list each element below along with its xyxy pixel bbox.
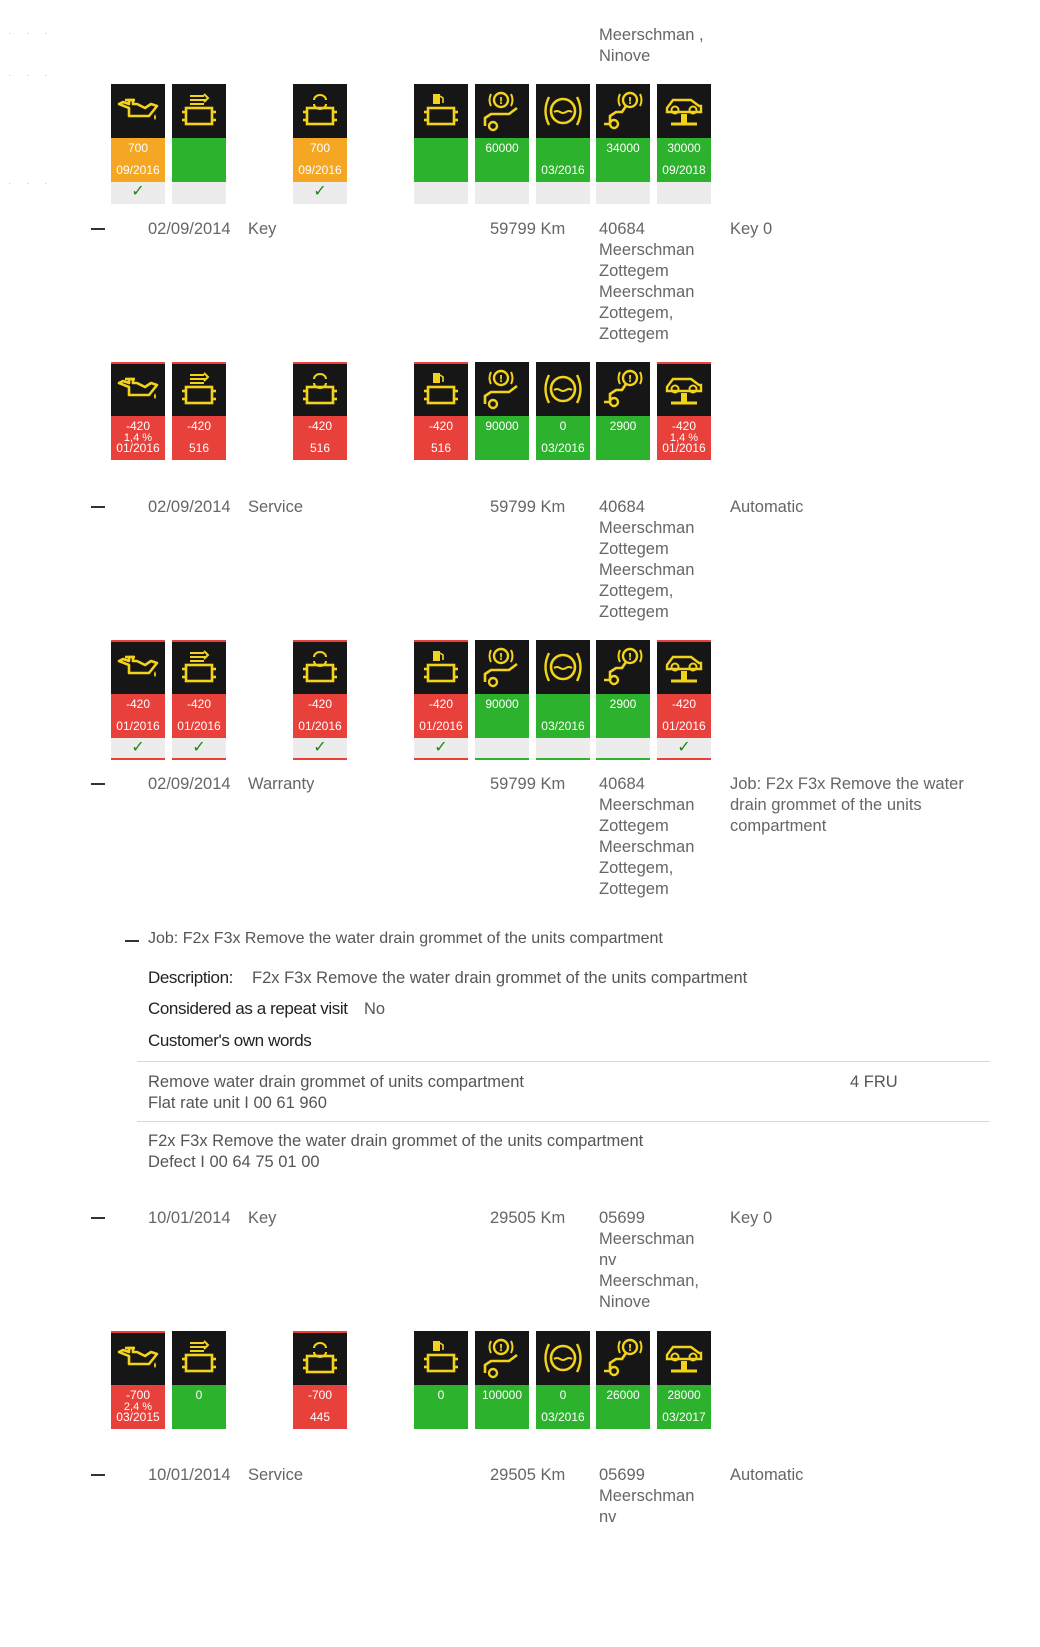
vehicle-check-icon bbox=[657, 84, 711, 138]
service-tile bbox=[111, 362, 165, 460]
entry-km: 29505 Km bbox=[490, 1209, 566, 1227]
tile-value-v1: -700 bbox=[307, 1388, 333, 1402]
tile-value-v3: 516 bbox=[430, 441, 452, 455]
tile-value bbox=[536, 1385, 590, 1429]
tile-value-v1: -420 bbox=[186, 697, 212, 711]
tile-value bbox=[536, 138, 590, 182]
air-filter-icon bbox=[172, 84, 226, 138]
tile-value-v3: 516 bbox=[188, 441, 210, 455]
brake-fluid-icon bbox=[536, 362, 590, 416]
vehicle-check-icon bbox=[657, 362, 711, 416]
service-tile bbox=[536, 640, 590, 760]
tile-value-v3: 01/2016 bbox=[662, 719, 706, 733]
svg-text:!: ! bbox=[627, 96, 633, 107]
check-icon: ✓ bbox=[111, 182, 165, 204]
check-icon: ✓ bbox=[172, 738, 226, 760]
tile-value bbox=[414, 416, 468, 460]
service-tile bbox=[596, 640, 650, 760]
tile-value-v3: 01/2016 bbox=[298, 719, 342, 733]
tile-value-v1: -420 bbox=[125, 697, 151, 711]
oil-icon bbox=[111, 362, 165, 416]
service-tile bbox=[111, 84, 165, 204]
tile-value bbox=[293, 694, 347, 738]
tile-value-v2: 1,4 % bbox=[123, 432, 153, 444]
service-tile bbox=[111, 1331, 165, 1429]
tile-value-v3: 03/2016 bbox=[541, 163, 585, 177]
entry-date: 02/09/2014 bbox=[148, 775, 231, 793]
tile-value-v1: -420 bbox=[125, 419, 151, 433]
tile-value-v1: 700 bbox=[127, 141, 149, 155]
service-tile bbox=[475, 640, 529, 760]
service-tile bbox=[293, 362, 347, 460]
service-tile bbox=[414, 84, 468, 204]
tile-value-v1: -700 bbox=[125, 1388, 151, 1402]
rear-brake-icon bbox=[596, 640, 650, 694]
tile-value-v1: 0 bbox=[437, 1388, 445, 1402]
tile-value-v1: 60000 bbox=[485, 141, 519, 155]
job-item-line2: Defect I 00 64 75 01 00 bbox=[148, 1153, 320, 1171]
air-filter-icon bbox=[172, 1331, 226, 1385]
brake-fluid-icon bbox=[536, 640, 590, 694]
air-filter-icon bbox=[172, 362, 226, 416]
svg-text:!: ! bbox=[498, 96, 504, 107]
service-tile bbox=[475, 1331, 529, 1429]
description-label: Description: bbox=[148, 968, 233, 987]
entry-info: Key 0 bbox=[730, 220, 773, 238]
oil-icon bbox=[111, 640, 165, 694]
service-tile bbox=[414, 640, 468, 760]
tile-footer bbox=[536, 182, 590, 204]
tile-value bbox=[172, 138, 226, 182]
tile-value-v1: 30000 bbox=[667, 141, 701, 155]
tile-value bbox=[536, 694, 590, 738]
service-tile bbox=[536, 362, 590, 460]
service-tile bbox=[293, 84, 347, 204]
tile-value bbox=[596, 416, 650, 460]
repeat-visit-value: No bbox=[364, 1000, 386, 1018]
repeat-visit-label: Considered as a repeat visit bbox=[148, 999, 348, 1018]
svg-text:!: ! bbox=[498, 1343, 504, 1354]
svg-text:!: ! bbox=[627, 374, 633, 385]
tile-value bbox=[111, 694, 165, 738]
entry-date: 02/09/2014 bbox=[148, 498, 231, 516]
tile-value-v3: 01/2016 bbox=[116, 719, 160, 733]
tile-value bbox=[657, 416, 711, 460]
rear-brake-icon bbox=[596, 362, 650, 416]
front-brake-icon bbox=[475, 84, 529, 138]
microfilter-icon bbox=[293, 1331, 347, 1385]
fuel-filter-icon bbox=[414, 84, 468, 138]
tile-footer bbox=[596, 738, 650, 760]
microfilter-icon bbox=[293, 362, 347, 416]
tile-value-v1: -420 bbox=[186, 419, 212, 433]
collapse-toggle[interactable] bbox=[91, 1217, 105, 1219]
service-tile bbox=[596, 84, 650, 204]
description-value: F2x F3x Remove the water drain grommet of the units compartment bbox=[252, 969, 748, 987]
rear-brake-icon bbox=[596, 1331, 650, 1385]
entry-info: Job: F2x F3x Remove the water drain grommet of the units compartment bbox=[730, 775, 964, 835]
tile-value bbox=[596, 1385, 650, 1429]
service-tile bbox=[172, 362, 226, 460]
service-tile bbox=[657, 1331, 711, 1429]
check-icon: ✓ bbox=[293, 738, 347, 760]
collapse-toggle[interactable] bbox=[91, 783, 105, 785]
top-location: Meerschman , Ninove bbox=[599, 26, 704, 65]
brake-fluid-icon bbox=[536, 1331, 590, 1385]
tile-value bbox=[475, 694, 529, 738]
entry-info: Key 0 bbox=[730, 1209, 773, 1227]
tile-value-v3: 09/2016 bbox=[116, 163, 160, 177]
tile-value-v1: 2900 bbox=[609, 419, 637, 433]
tile-value bbox=[475, 416, 529, 460]
tile-value bbox=[111, 416, 165, 460]
tile-value-v1: -420 bbox=[671, 697, 697, 711]
tile-value-v1: -420 bbox=[307, 419, 333, 433]
entry-type: Warranty bbox=[248, 775, 315, 793]
tile-value-v2: 1,4 % bbox=[669, 432, 699, 444]
tile-value-v3: 03/2016 bbox=[541, 719, 585, 733]
tile-value-v1: 90000 bbox=[485, 419, 519, 433]
oil-icon bbox=[111, 84, 165, 138]
tile-value-v3: 03/2016 bbox=[541, 1410, 585, 1424]
service-tile bbox=[414, 362, 468, 460]
fuel-filter-icon bbox=[414, 1331, 468, 1385]
tile-value-v3: 01/2016 bbox=[419, 719, 463, 733]
tile-value-v3: 03/2017 bbox=[662, 1410, 706, 1424]
tile-value-v1: 28000 bbox=[667, 1388, 701, 1402]
oil-icon bbox=[111, 1331, 165, 1385]
tile-value-v1: 34000 bbox=[606, 141, 640, 155]
tile-value-v3: 01/2016 bbox=[177, 719, 221, 733]
check-icon: ✓ bbox=[657, 738, 711, 760]
microfilter-icon bbox=[293, 640, 347, 694]
tile-value bbox=[293, 416, 347, 460]
customer-words-label: Customer's own words bbox=[148, 1031, 312, 1050]
vehicle-check-icon bbox=[657, 1331, 711, 1385]
tile-value-v1: 0 bbox=[559, 1388, 567, 1402]
tile-value bbox=[414, 1385, 468, 1429]
tile-value-v1: -420 bbox=[428, 419, 454, 433]
entry-info: Automatic bbox=[730, 1466, 804, 1484]
tile-value bbox=[475, 1385, 529, 1429]
vehicle-check-icon bbox=[657, 640, 711, 694]
decorative-dots: · · · bbox=[8, 178, 54, 189]
collapse-toggle[interactable] bbox=[91, 228, 105, 230]
service-tile bbox=[172, 640, 226, 760]
entry-km: 59799 Km bbox=[490, 498, 566, 516]
check-icon: ✓ bbox=[293, 182, 347, 204]
tile-value bbox=[172, 694, 226, 738]
tile-value bbox=[111, 138, 165, 182]
tile-value-v3: 445 bbox=[309, 1410, 331, 1424]
entry-type: Key bbox=[248, 220, 277, 238]
job-item-line2: Flat rate unit I 00 61 960 bbox=[148, 1094, 327, 1112]
tile-footer bbox=[657, 182, 711, 204]
tile-value bbox=[657, 694, 711, 738]
service-tile bbox=[172, 1331, 226, 1429]
tile-value bbox=[657, 138, 711, 182]
tile-value bbox=[657, 1385, 711, 1429]
check-icon: ✓ bbox=[414, 738, 468, 760]
tile-value-v1: 100000 bbox=[481, 1388, 523, 1402]
svg-text:!: ! bbox=[498, 374, 504, 385]
svg-text:!: ! bbox=[627, 652, 633, 663]
air-filter-icon bbox=[172, 640, 226, 694]
entry-dealer: 05699 Meerschman nv Meerschman, Ninove bbox=[599, 1209, 699, 1311]
service-tile bbox=[657, 362, 711, 460]
entry-date: 10/01/2014 bbox=[148, 1466, 231, 1484]
tile-footer bbox=[172, 182, 226, 204]
service-tile bbox=[293, 640, 347, 760]
svg-text:!: ! bbox=[498, 652, 504, 663]
entry-dealer: 05699 Meerschman nv bbox=[599, 1466, 695, 1526]
tile-value bbox=[172, 1385, 226, 1429]
rear-brake-icon bbox=[596, 84, 650, 138]
tile-value-v1: -420 bbox=[428, 697, 454, 711]
divider bbox=[137, 1121, 990, 1122]
tile-value bbox=[475, 138, 529, 182]
entry-date: 02/09/2014 bbox=[148, 220, 231, 238]
tile-value-v1: 0 bbox=[559, 419, 567, 433]
microfilter-icon bbox=[293, 84, 347, 138]
entry-info: Automatic bbox=[730, 498, 804, 516]
job-title[interactable]: Job: F2x F3x Remove the water drain grommet of the units compartment bbox=[148, 930, 663, 947]
tile-footer bbox=[414, 182, 468, 204]
entry-dealer: 40684 Meerschman Zottegem Meerschman Zottegem, Zottegem bbox=[599, 498, 695, 621]
entry-km: 29505 Km bbox=[490, 1466, 566, 1484]
divider bbox=[137, 1061, 990, 1062]
service-tile bbox=[293, 1331, 347, 1429]
tile-value bbox=[293, 138, 347, 182]
tile-value bbox=[172, 416, 226, 460]
entry-km: 59799 Km bbox=[490, 775, 566, 793]
service-tile bbox=[657, 640, 711, 760]
check-icon: ✓ bbox=[111, 738, 165, 760]
service-tile bbox=[475, 362, 529, 460]
service-tile bbox=[172, 84, 226, 204]
svg-text:!: ! bbox=[627, 1343, 633, 1354]
front-brake-icon bbox=[475, 1331, 529, 1385]
service-tile bbox=[596, 1331, 650, 1429]
tile-footer bbox=[475, 182, 529, 204]
collapse-toggle[interactable] bbox=[91, 506, 105, 508]
tile-value-v3: 01/2016 bbox=[116, 441, 160, 455]
service-tile bbox=[414, 1331, 468, 1429]
entry-type: Service bbox=[248, 498, 304, 516]
tile-value-v3: 09/2018 bbox=[662, 163, 706, 177]
entry-dealer: 40684 Meerschman Zottegem Meerschman Zottegem, Zottegem bbox=[599, 220, 695, 343]
service-tile bbox=[596, 362, 650, 460]
tile-value-v1: 0 bbox=[195, 1388, 203, 1402]
entry-type: Service bbox=[248, 1466, 304, 1484]
tile-value bbox=[414, 138, 468, 182]
tile-footer bbox=[536, 738, 590, 760]
tile-value bbox=[293, 1385, 347, 1429]
service-tile bbox=[536, 84, 590, 204]
tile-footer bbox=[596, 182, 650, 204]
tile-value-v1: 700 bbox=[309, 141, 331, 155]
service-tile bbox=[536, 1331, 590, 1429]
tile-value-v3: 03/2016 bbox=[541, 441, 585, 455]
tile-value-v3: 01/2016 bbox=[662, 441, 706, 455]
tile-value-v3: 09/2016 bbox=[298, 163, 342, 177]
tile-footer bbox=[475, 738, 529, 760]
entry-date: 10/01/2014 bbox=[148, 1209, 231, 1227]
collapse-toggle[interactable] bbox=[91, 1474, 105, 1476]
entry-dealer: 40684 Meerschman Zottegem Meerschman Zottegem, Zottegem bbox=[599, 775, 695, 898]
tile-value-v3: 516 bbox=[309, 441, 331, 455]
entry-km: 59799 Km bbox=[490, 220, 566, 238]
tile-value bbox=[414, 694, 468, 738]
tile-value bbox=[596, 694, 650, 738]
tile-value-v1: -420 bbox=[307, 697, 333, 711]
tile-value bbox=[536, 416, 590, 460]
tile-value-v1: 90000 bbox=[485, 697, 519, 711]
job-item-line1: Remove water drain grommet of units compartment bbox=[148, 1073, 524, 1091]
fuel-filter-icon bbox=[414, 640, 468, 694]
job-item-line1: F2x F3x Remove the water drain grommet of the units compartment bbox=[148, 1132, 644, 1150]
tile-value-v1: 2900 bbox=[609, 697, 637, 711]
decorative-dots: · · · bbox=[8, 70, 54, 81]
job-item-qty: 4 FRU bbox=[850, 1073, 898, 1091]
front-brake-icon bbox=[475, 640, 529, 694]
tile-value-v1: -420 bbox=[671, 419, 697, 433]
entry-type: Key bbox=[248, 1209, 277, 1227]
decorative-dots: · · · bbox=[8, 28, 54, 39]
job-collapse-toggle[interactable] bbox=[125, 940, 139, 942]
service-tile bbox=[111, 640, 165, 760]
tile-value-v3: 03/2015 bbox=[116, 1410, 160, 1424]
front-brake-icon bbox=[475, 362, 529, 416]
tile-value-v1: 26000 bbox=[606, 1388, 640, 1402]
fuel-filter-icon bbox=[414, 362, 468, 416]
tile-value bbox=[111, 1385, 165, 1429]
service-tile bbox=[657, 84, 711, 204]
brake-fluid-icon bbox=[536, 84, 590, 138]
service-tile bbox=[475, 84, 529, 204]
tile-value bbox=[596, 138, 650, 182]
tile-value-v2: 2,4 % bbox=[123, 1401, 153, 1413]
